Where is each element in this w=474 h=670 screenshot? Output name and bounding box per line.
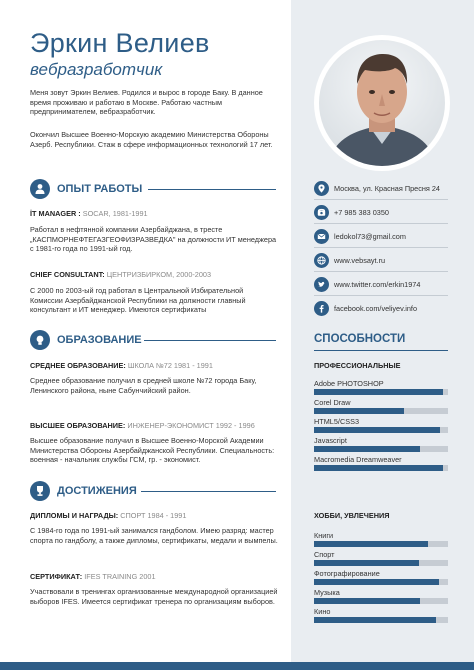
- entry-description: Высшее образование получил в Высшее Военно-Морской Академии Министерства Обороны Азербайджанской Республики. Специальность: военная - начальник службы ГСМ, гр. - экономист.: [30, 436, 275, 465]
- section-divider: [141, 491, 276, 492]
- globe-icon: [314, 253, 329, 268]
- entry-description: Участвовали в тренингах организованные международной организацией выборов IFES. Имеется сертификат тренера по организациям выборов.: [30, 587, 278, 606]
- location-pin-icon: [314, 181, 329, 196]
- phone-icon: [314, 205, 329, 220]
- skill-label: Музыка: [314, 588, 340, 597]
- skill-bar-fill: [314, 560, 419, 566]
- skill-bar: [314, 389, 448, 395]
- contact-divider: [314, 271, 448, 272]
- person-name: Эркин Велиев: [30, 28, 210, 58]
- skill-bar-fill: [314, 598, 420, 604]
- envelope-icon: [314, 229, 329, 244]
- contact-text: Москва, ул. Красная Пресня 24: [334, 184, 440, 193]
- abilities-title: СПОСОБНОСТИ: [314, 333, 406, 345]
- entry-position: СРЕДНЕЕ ОБРАЗОВАНИЕ:: [30, 361, 126, 370]
- section-title-education: ОБРАЗОВАНИЕ: [57, 334, 142, 346]
- entry-meta: ИНЖЕНЕР-ЭКОНОМИСТ 1992 - 1996: [127, 421, 255, 430]
- trophy-icon: [30, 481, 50, 501]
- portrait-image: [319, 40, 445, 166]
- contact-divider: [314, 295, 448, 296]
- entry-header: [30, 421, 255, 430]
- contact-text: +7 985 383 0350: [334, 208, 389, 217]
- skill-bar-fill: [314, 446, 420, 452]
- skill-label: HTML5/CSS3: [314, 417, 360, 426]
- contact-text[interactable]: www.vebsayt.ru: [334, 256, 386, 265]
- lightbulb-icon: [30, 330, 50, 350]
- skill-bar-fill: [314, 427, 440, 433]
- person-icon: [30, 179, 50, 199]
- skill-label: Corel Draw: [314, 398, 351, 407]
- entry-header: [30, 209, 148, 218]
- skill-bar: [314, 427, 448, 433]
- skill-bar: [314, 465, 448, 471]
- professional-skills-title: ПРОФЕССИОНАЛЬНЫЕ: [314, 361, 401, 370]
- entry-position: ДИПЛОМЫ И НАГРАДЫ:: [30, 511, 119, 520]
- skill-label: Спорт: [314, 550, 335, 559]
- hobbies-title: ХОББИ, УВЛЕЧЕНИЯ: [314, 511, 390, 520]
- skill-bar-fill: [314, 579, 439, 585]
- entry-description: С 1984-го года по 1991-ый занимался гандболом. Имею разряд: мастер спорта по гандболу, а также дипломы, сертификаты, медали и вымпелы.: [30, 526, 278, 545]
- entry-description: С 2000 по 2003-ый год работал в Центральной Избирательной Комиссии Азербайджанской Республики на должности главный консультант и ИТ менеджер. Имеются сертификаты: [30, 286, 246, 315]
- skill-label: Фотографирование: [314, 569, 380, 578]
- entry-header: [30, 572, 156, 581]
- intro-paragraph: Меня зовут Эркин Велиев. Родился и вырос в городе Баку. В данное время проживаю и работаю в Москве. Работаю частным предпринимателем, вебразработчик.: [30, 88, 263, 117]
- entry-header: [30, 270, 211, 279]
- entry-meta: SOCAR, 1981-1991: [82, 209, 148, 218]
- skill-bar-fill: [314, 465, 443, 471]
- bottom-accent-bar: [0, 662, 474, 670]
- entry-meta: ЦЕНТРИЗБИРКОМ, 2000-2003: [106, 270, 212, 279]
- skill-label: Книги: [314, 531, 334, 540]
- skill-bar: [314, 541, 448, 547]
- section-divider: [144, 340, 276, 341]
- skill-bar: [314, 408, 448, 414]
- entry-position: İT MANAGER :: [30, 209, 81, 218]
- facebook-icon: [314, 301, 329, 316]
- skill-bar: [314, 560, 448, 566]
- entry-meta: ШКОЛА №72 1981 - 1991: [127, 361, 213, 370]
- entry-description: Работал в нефтянной компании Азербайджана, в тресте „КАСПМОРНЕФТЕГАЗГЕОФИЗРАЗВЕДКА" на должности ИТ менеджера с 1981-го года по 1991-ый год.: [30, 225, 277, 254]
- entry-meta: СПОРТ 1984 - 1991: [120, 511, 187, 520]
- entry-meta: IFES TRAINING 2001: [84, 572, 156, 581]
- entry-header: [30, 361, 213, 370]
- skill-label: Javascript: [314, 436, 347, 445]
- entry-position: СЕРТИФИКАТ:: [30, 572, 83, 581]
- section-title-experience: ОПЫТ РАБОТЫ: [57, 183, 143, 195]
- skill-bar: [314, 598, 448, 604]
- skill-bar-fill: [314, 541, 428, 547]
- skill-label: Macromedia Dreamweaver: [314, 455, 402, 464]
- contact-text[interactable]: www.twitter.com/erkin1974: [334, 280, 421, 289]
- skill-bar-fill: [314, 408, 404, 414]
- entry-description: Среднее образование получил в средней школе №72 города Баку, Ленинского района, ныне Сабунчийский район.: [30, 376, 257, 395]
- twitter-icon: [314, 277, 329, 292]
- skill-label: Adobe PHOTOSHOP: [314, 379, 384, 388]
- skill-bar-fill: [314, 389, 443, 395]
- skill-bar: [314, 617, 448, 623]
- abilities-divider: [314, 350, 448, 351]
- entry-header: [30, 511, 186, 520]
- contact-text[interactable]: ledokol73@gmail.com: [334, 232, 406, 241]
- skill-bar-fill: [314, 617, 436, 623]
- skill-bar: [314, 579, 448, 585]
- section-title-achievements: ДОСТИЖЕНИЯ: [57, 485, 137, 497]
- entry-position: ВЫСШЕЕ ОБРАЗОВАНИЕ:: [30, 421, 126, 430]
- intro-paragraph: Окончил Высшее Военно-Морскую академию Министерства Обороны Азерб. Республики. Стаж в сфере информационных технологий 17 лет.: [30, 130, 273, 149]
- skill-label: Кино: [314, 607, 331, 616]
- contact-divider: [314, 223, 448, 224]
- entry-position: CHIEF CONSULTANT:: [30, 270, 105, 279]
- skill-bar: [314, 446, 448, 452]
- contact-divider: [314, 199, 448, 200]
- section-divider: [148, 189, 276, 190]
- contact-divider: [314, 247, 448, 248]
- profile-photo: [314, 35, 450, 171]
- contact-text[interactable]: facebook.com/veliyev.info: [334, 304, 418, 313]
- person-role: вебразработчик: [30, 60, 163, 79]
